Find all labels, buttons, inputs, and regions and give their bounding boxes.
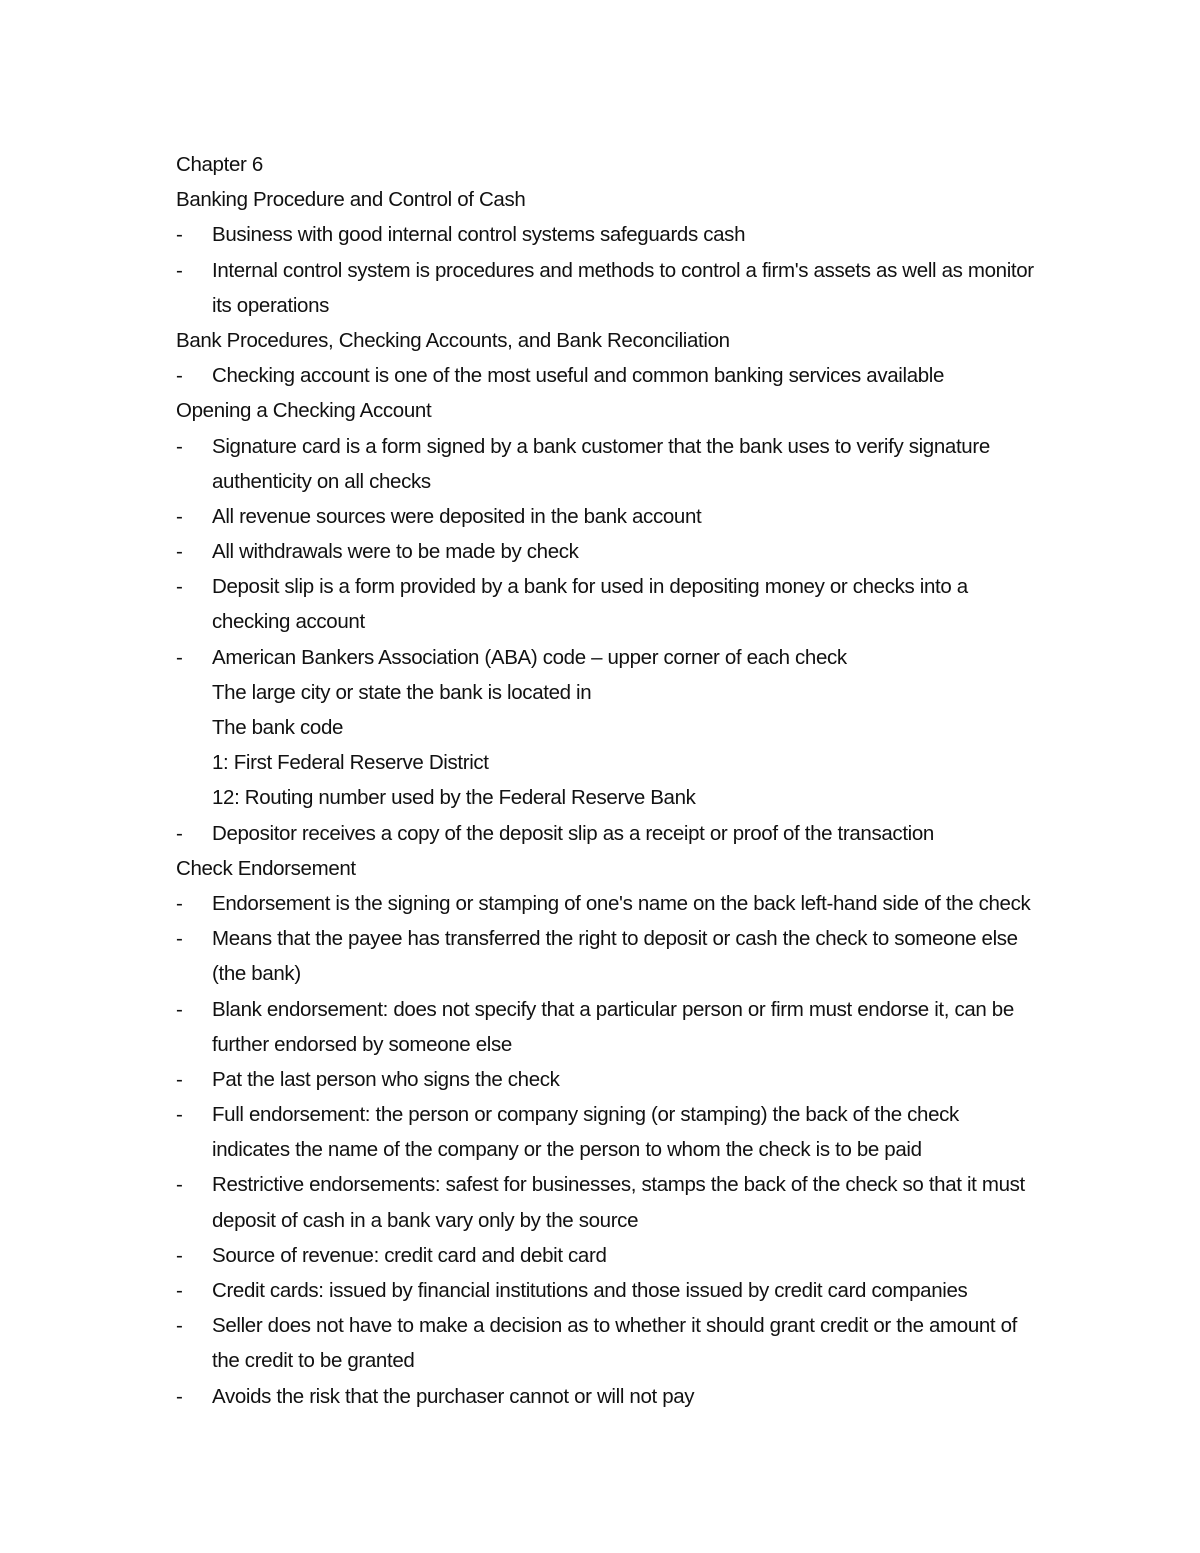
bullet-item: [176, 886, 1056, 921]
bullet-marker: -: [176, 645, 183, 669]
bullet-text: Depositor receives a copy of the deposit slip as a receipt or proof of the transaction: [212, 821, 934, 845]
bullet-text: American Bankers Association (ABA) code – upper corner of each check: [212, 645, 847, 669]
bullet-marker: -: [176, 504, 183, 528]
bullet-item: [176, 921, 1056, 956]
bullet-item: [176, 1238, 1056, 1273]
bullet-item: [176, 1167, 1056, 1202]
section-heading: Banking Procedure and Control of Cash: [176, 188, 526, 212]
bullet-item: [176, 1097, 1056, 1132]
bullet-text: Deposit slip is a form provided by a bank for used in depositing money or checks into a: [212, 575, 968, 599]
bullet-text: Signature card is a form signed by a bank customer that the bank uses to verify signature: [212, 434, 990, 458]
bullet-item: [176, 1062, 1056, 1097]
bullet-text: All revenue sources were deposited in the bank account: [212, 504, 702, 528]
sub-item: The large city or state the bank is located in: [212, 680, 592, 704]
bullet-item: [176, 1379, 1056, 1414]
bullet-text: Pat the last person who signs the check: [212, 1067, 560, 1091]
bullet-marker: -: [176, 1173, 183, 1197]
bullet-continuation: authenticity on all checks: [212, 469, 431, 493]
section-heading: Chapter 6: [176, 153, 263, 176]
bullet-text: Business with good internal control systems safeguards cash: [212, 223, 746, 247]
bullet-text: Internal control system is procedures and methods to control a firm's assets as well as monitor: [212, 258, 1034, 282]
bullet-item: [176, 358, 1056, 393]
bullet-item: [176, 499, 1056, 534]
bullet-text: Credit cards: issued by financial institutions and those issued by credit card companies: [212, 1279, 968, 1302]
section-heading: Opening a Checking Account: [176, 399, 432, 423]
bullet-item: [176, 992, 1056, 1027]
bullet-continuation: (the bank): [212, 962, 301, 986]
bullet-text: Source of revenue: credit card and debit card: [212, 1243, 607, 1267]
bullet-text: Checking account is one of the most useful and common banking services available: [212, 364, 945, 388]
bullet-item: [176, 217, 1056, 252]
bullet-marker: -: [176, 997, 183, 1021]
bullet-text: Endorsement is the signing or stamping of one's name on the back left-hand side of the check: [212, 891, 1031, 915]
bullet-text: Blank endorsement: does not specify that a particular person or firm must endorse it, can be: [212, 997, 1014, 1021]
bullet-marker: -: [176, 258, 183, 282]
bullet-marker: -: [176, 1314, 183, 1338]
bullet-marker: -: [176, 1103, 183, 1127]
bullet-marker: -: [176, 434, 183, 458]
bullet-marker: -: [176, 540, 183, 564]
bullet-marker: -: [176, 1243, 183, 1267]
bullet-item: [176, 569, 1056, 604]
bullet-marker: -: [176, 364, 183, 388]
bullet-item: [176, 816, 1056, 851]
bullet-item: [176, 1308, 1056, 1343]
bullet-text: Means that the payee has transferred the right to deposit or cash the check to someone else: [212, 927, 1018, 951]
document-body: [176, 147, 1056, 1414]
bullet-marker: -: [176, 821, 183, 845]
bullet-item: [176, 1273, 1056, 1308]
bullet-marker: -: [176, 891, 183, 915]
bullet-text: Full endorsement: the person or company signing (or stamping) the back of the check: [212, 1103, 959, 1127]
bullet-continuation: the credit to be granted: [212, 1349, 415, 1373]
bullet-text: Seller does not have to make a decision as to whether it should grant credit or the amount of: [212, 1314, 1018, 1338]
bullet-continuation: deposit of cash in a bank vary only by the source: [212, 1208, 639, 1232]
section-heading: Bank Procedures, Checking Accounts, and Bank Reconciliation: [176, 328, 730, 352]
bullet-marker: -: [176, 575, 183, 599]
bullet-continuation: its operations: [212, 293, 330, 317]
bullet-continuation: further endorsed by someone else: [212, 1032, 512, 1056]
sub-item: 1: First Federal Reserve District: [212, 751, 489, 775]
bullet-item: [176, 253, 1056, 288]
bullet-marker: -: [176, 1279, 183, 1302]
bullet-text: All withdrawals were to be made by check: [212, 540, 579, 564]
bullet-marker: -: [176, 223, 183, 247]
bullet-marker: -: [176, 1384, 183, 1408]
section-heading: Check Endorsement: [176, 856, 356, 880]
bullet-item: [176, 534, 1056, 569]
sub-item: The bank code: [212, 716, 344, 739]
sub-item: 12: Routing number used by the Federal Reserve Bank: [212, 786, 696, 810]
bullet-marker: -: [176, 1067, 183, 1091]
bullet-continuation: checking account: [212, 610, 365, 634]
bullet-marker: -: [176, 927, 183, 951]
bullet-item: [176, 640, 1056, 675]
bullet-text: Restrictive endorsements: safest for businesses, stamps the back of the check so that it must: [212, 1173, 1025, 1197]
bullet-item: [176, 429, 1056, 464]
bullet-text: Avoids the risk that the purchaser cannot or will not pay: [212, 1384, 695, 1408]
bullet-continuation: indicates the name of the company or the person to whom the check is to be paid: [212, 1138, 922, 1162]
